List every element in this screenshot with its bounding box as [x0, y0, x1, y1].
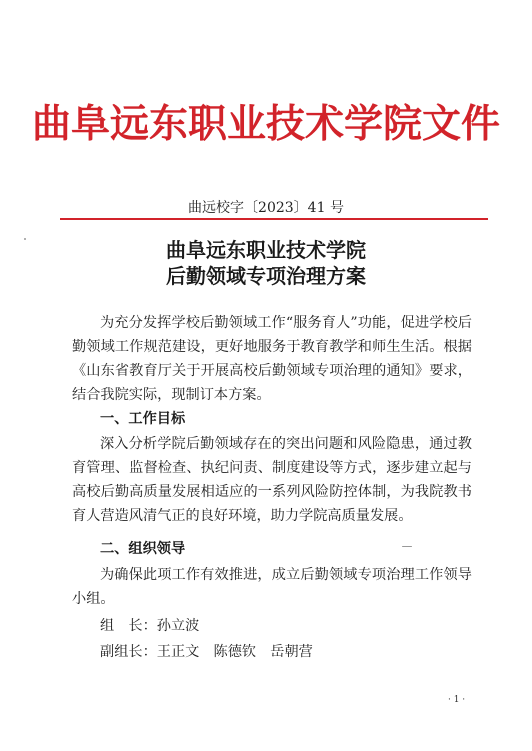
page-number: · 1 ·	[448, 695, 466, 705]
scan-speck	[24, 238, 26, 240]
intro-paragraph: 为充分发挥学校后勤领域工作“服务育人”功能，促进学校后勤领域工作规范建设，更好地服务于教育教学和师生生活。根据《山东省教育厅关于开展高校后勤领域专项治理的通知》要求，结合我院实际，现制订本方案。	[72, 315, 472, 403]
document-number: 曲远校字〔2023〕41 号	[188, 200, 344, 216]
group-leader-line: 组 长：孙立波	[100, 618, 200, 634]
goals-paragraph: 深入分析学院后勤领域存在的突出问题和风险隐患，通过教育管理、监督检查、执纪问责、制度建设等方式，逐步建立起与高校后勤高质量发展相适应的一系列风险防控体制，为我院教书育人营造风清气正的良好环境，助力学院高质量发展。	[72, 436, 472, 524]
document-title-line-1: 曲阜远东职业技术学院	[166, 238, 366, 262]
section-heading-goals: 一、工作目标	[100, 411, 186, 427]
organization-paragraph: 为确保此项工作有效推进，成立后勤领域专项治理工作领导小组。	[72, 567, 472, 607]
red-divider-line	[60, 218, 488, 220]
letterhead-title: 曲阜远东职业技术学院文件	[31, 101, 500, 147]
section-heading-organization: 二、组织领导	[100, 541, 186, 557]
deputy-leader-line: 副组长：王正文 陈德钦 岳朝营	[100, 644, 313, 660]
document-title-line-2: 后勤领域专项治理方案	[166, 264, 366, 288]
scan-speck	[402, 546, 412, 547]
